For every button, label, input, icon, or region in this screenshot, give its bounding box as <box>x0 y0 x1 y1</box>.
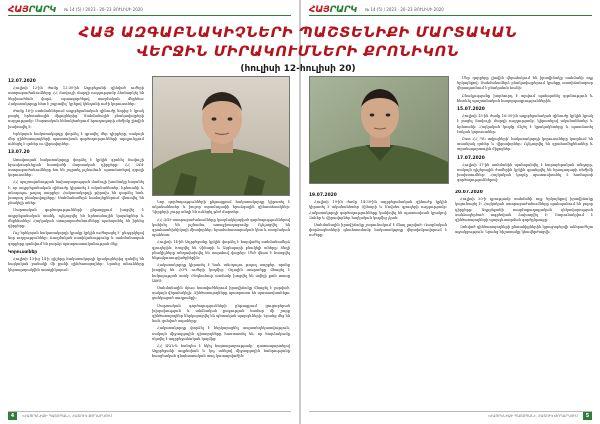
article-paragraph: Զոհված զինծառայողների ընտանիքներին կցուցաբերվի անհրաժեշտ աջակցություն։ Նրանց հիշատակը կհավերժացվի։ <box>455 225 593 235</box>
column-1 <box>8 76 144 410</box>
date-subhead: 19.07.2020 <box>309 193 337 198</box>
article-paragraph: Հակառակորդը փորձել է ներկայացնել ապատեղեկատվություն, սակայն միջազգային դիտորդները հաստատել են, որ հարձակումը սկսվել է ադրբեջանական կողմից։ <box>152 326 290 341</box>
article-paragraph: Բնակչությանը խորհուրդ է տրվում պահպանել զգոնություն և հետևել պաշտոնական հաղորդագրություններին։ <box>457 93 593 103</box>
article-paragraph: Մարտական գործողությունների ընթացքում խոցվել է ադրբեջանական տանկ, ոչնչացվել են հրետանային կայանքներ և մեքենաներ։ Հայկական ստորաբաժանումները պահպանել են իրենց դիրքերը։ <box>8 208 144 229</box>
article-paragraph: Հուլիսի 14-ին Ադրբեջանը կրկին փորձել է հարվածել սահմանամերձ գյուղերին։ Խոցվել են Չինարի և Այգեպարի բնակելի տները։ Տեղի բնակիչները տեղափոխվել են ապահով վայրեր։ Մեծ վնաս է հասցվել ենթակառուցվածքներին։ <box>152 240 290 261</box>
footer-rule <box>8 411 291 412</box>
article-paragraph: Առավոտյան հակառակորդը փորձել է կրկին գրոհել Տավուշի հյուսիսարևելյան հատվածի մարտական դիրքերը։ ՀՀ ԶՈՒ ստորաբաժանումները ետ են շպրտել թշնամուն՝ պատճառելով զգալի կորուստներ։ <box>8 157 144 178</box>
article-paragraph: Նոր գործողությունների ընթացքում հակառակորդը կիրառել է ականանետեր և խոշոր տրամաչափի հրաձգային զինատեսակներ։ Դիրքերի շուրջ տեղի են ունեցել թեժ մարտեր։ <box>152 200 290 215</box>
article-headline <box>8 24 588 74</box>
article-paragraph: Ըստ ՀՀ ՊՆ տվյալների՝ հակառակորդի կորուստները կազմում են տասնյակ զոհեր և վիրավորներ։ Ոչնչացվել են զրահամեքենաներ և տրանսպորտային միջոցներ։ <box>457 137 593 152</box>
left-page-footer <box>8 412 291 420</box>
date-subhead: 13.07.20 <box>8 150 30 156</box>
date-subhead: Կորուստներ <box>8 249 38 255</box>
article-paragraph: Հուլիսի 15-ին ժամը 16:30-ին ադրբեջանական զինուժը կրկին կրակ է բացել Տավուշի մարզի ուղղությամբ, կիրառելով ականանետեր և հրետանի։ Հայկական կողմը ճնշել է կրակակետերը և պատճառել էական կորուստներ։ <box>457 114 593 134</box>
article-paragraph: Հակառակորդը կիրառել է նաև անօդաչու թռչող սարքեր, որոնք խոցվել են ՀՕՊ ուժերի կողմից։ Օդային տարածքը մնացել է հսկողության տակ։ Ընդհանուր առմամբ խոցվել են ավելի քան տասը ԱԹՍ։ <box>152 263 290 283</box>
article-paragraph: ՀՀ պաշտպանության նախարարության մամուլի խոսնակը հայտնել է, որ ադրբեջանական զինուժը կիրառել է ականանետեր, հրետանի և անօդաչու թռչող սարքեր։ Հակառակորդի թիրախ են դարձել նաև խաղաղ բնակավայրերը։ Սահմանամերձ համայնքներում վնասվել են բնակելի տներ։ <box>8 180 144 206</box>
page-number: 5 <box>583 412 592 420</box>
issue-line: № 14 (5) / 2023 · 20–23 ՅՈՒԼԻՍԻ 2020 <box>365 7 444 12</box>
left-page-header <box>8 4 291 15</box>
column-2 <box>152 200 290 410</box>
officer-portrait-photo <box>309 76 449 184</box>
article-paragraph: Հուլիսի 19-ին ժամը 14:30-ին ադրբեջանական զինուժը կրկին կիրառել է ականանետեր Չինարի և Մովսես գյուղերի ուղղությամբ։ Հակառակորդի գործողությունները կանխվել են պատասխան կրակով։ Զոհեր և վիրավորներ հայկական կողմից չկան։ <box>309 200 447 220</box>
article-paragraph: Սահմանային իրավիճակը շարունակում է մնալ լարված։ Ռազմական փորձագետների գնահատմամբ հակառակորդը վերախմբավորում է ուժերը։ <box>309 223 447 238</box>
footer-text: «ՀԱՅՐԵՆԻՔԻ ՊԱՇՏՊԱՆ», ՀԱՏՈՒԿ ԹՈՂԱՐԿՈՒՄ <box>487 414 578 418</box>
footer-text: «ՀԱՅՐԵՆԻՔԻ ՊԱՇՏՊԱՆ», ՀԱՏՈՒԿ ԹՈՂԱՐԿՈՒՄ <box>22 414 113 418</box>
article-paragraph: Ժամը 16-ի սահմաններում ադրբեջանական զինուժը նորից է կրակ բացել հրետանային միջոցներից՝ Սահմանային բնակավայրերի ուղղությամբ։ Մարտական հենակետերում հրադադարի ռեժիմը լիովին խախտվել է։ <box>8 109 144 129</box>
article-paragraph: Սահմանային մյուս հատվածներում իրավիճակը մնացել է լարված, սակայն վերահսկելի։ Զինծառայողները պատրաստ են պատասխանելու ցանկացած սադրանքի։ <box>152 286 290 301</box>
column-4 <box>309 190 593 410</box>
article-paragraph: Հուլիսի 13-ից 14-ի գիշերը հակառակորդի կրակոցներից զոհվել են հայկական բանակի մի քանի զինծառայողներ։ Նրանց անունները կհրապարակվեն առաջիկայում։ <box>8 257 144 272</box>
date-subhead: 20.07.2020 <box>455 190 483 195</box>
header-rule <box>309 15 592 16</box>
soldier-portrait-image <box>153 77 290 196</box>
date-subhead: 12.07.2020 <box>8 79 36 84</box>
article-paragraph: Երեկոյան հակառակորդը փորձել է գրավել մեր դիրքերը, սակայն մեր զինծառայողների պատասխան գործողությունների արդյունքում ունեցել է զոհեր ու վիրավորներ։ <box>8 131 144 147</box>
header-rule <box>8 15 291 16</box>
article-paragraph: Հուլիսի 12-ին ժամը 12:30-ին Ադրբեջանի զինված ուժերի ստորաբաժանումները ՀՀ Տավուշի մարզի ուղղությամբ ձեռնարկել են ներխուժման փորձ, օգտագործելով ռազմական մեքենա։ Հակառակորդը հետ է շպրտվել՝ կրելով կենդանի ուժի կորուստներ։ <box>8 86 144 106</box>
article-paragraph: Հուլիսի 17-ին սահմանին պահպանվել է հարաբերական անդորր, սակայն գիշերային ժամերին կրկին գրանցվել են հրադադարի ռեժիմի խախտումներ։ Հայկական կողմը պատասխանել է համաչափ գործողություններով։ <box>457 162 593 183</box>
article-paragraph: ՀՀ ԱԳՆ-ն հանդես է եկել հայտարարությամբ՝ դատապարտելով Ադրբեջանի ագրեսիան և կոչ անելով միջազգային հանրությանը հասցեական գնահատական տալ կատարվածին։ <box>152 344 290 359</box>
right-page-footer <box>309 412 592 420</box>
footer-rule <box>309 411 592 412</box>
officer-portrait-image <box>310 77 449 184</box>
magazine-logo: ՀԱՅՐԱՐԿ <box>8 4 57 15</box>
soldier-portrait-photo <box>152 76 290 196</box>
date-subhead: 15.07.2020 <box>457 107 485 113</box>
right-page-header <box>309 4 592 15</box>
article-paragraph: ՀՀ ԶՈՒ ստորաբաժանումները կազմակերպված գործողություններով կանխել են թշնամու առաջխաղացումը։ Ոչնչացվել են զրահատեխնիկայի միավորներ, հրամանատարական կետ և ռազմական պահեստ։ <box>152 217 290 238</box>
headline-subtitle: (հուլիսի 12-հուլիսի 20) <box>240 64 356 74</box>
headline-line-1: ՀԱՅ ԱԶԳԱԲՆԱԿԻՉՆԵՐԻ ՊԱՇՏԵՆԻՔԻ ՄԱՐՏԱԿԱՆ <box>78 25 518 41</box>
page-number: 4 <box>8 412 17 420</box>
article-paragraph: Մարտական գործողությունների ընթացքում ցուցաբերած խիզախության և անձնական քաջության համար մի շարք զինծառայողներ ներկայացվել են պետական պարգևների։ Նրանց մեջ են նաև զոհված սպաները։ <box>152 303 290 324</box>
article-paragraph: Հուլիսի 20-ի դրությամբ սահմանի ողջ երկայնքով իրավիճակը կայունացել է։ Հայկական ստորաբաժանումները պահպանում են բոլոր դիրքերը։ Ադրբեջանի ռազմաքաղաքական ղեկավարության սանձազերծած ագրեսիան ձախողվել է։ Շարունակվում է զինծառայողների պարգևատրման գործընթացը։ <box>455 197 593 223</box>
magazine-logo: ՀԱՅՐԱՐԿ <box>309 4 358 15</box>
date-subhead: 17.07.2020 <box>457 155 485 161</box>
article-paragraph: Ուշ երեկոյան հակառակորդի կրակը կրկին ուժեղացել է՝ ընդգրկելով նոր ուղղություններ։ Ռազմական ոստիկանությունը և սահմանապահ զորքերը գտնվում են բարձր պատրաստականության մեջ։ <box>8 231 144 246</box>
issue-line: № 14 (5) / 2023 · 20–23 ՅՈՒԼԻՍԻ 2020 <box>64 7 143 12</box>
headline-line-2: ՎԵՐՋԻՆ ՄԻՐԱԿՈՒՄՆԵՐԻ ՔՐՈՆԻԿՈՆ <box>136 44 460 60</box>
article-paragraph: Մեր զորքերը լիովին վերահսկում են իրավիճակը սահմանի ողջ երկայնքով։ Սահմանամերձ բնակավայրերում կյանքը աստիճանաբար վերադառնում է բնականոն հունի։ <box>457 76 593 91</box>
column-3 <box>457 76 593 184</box>
